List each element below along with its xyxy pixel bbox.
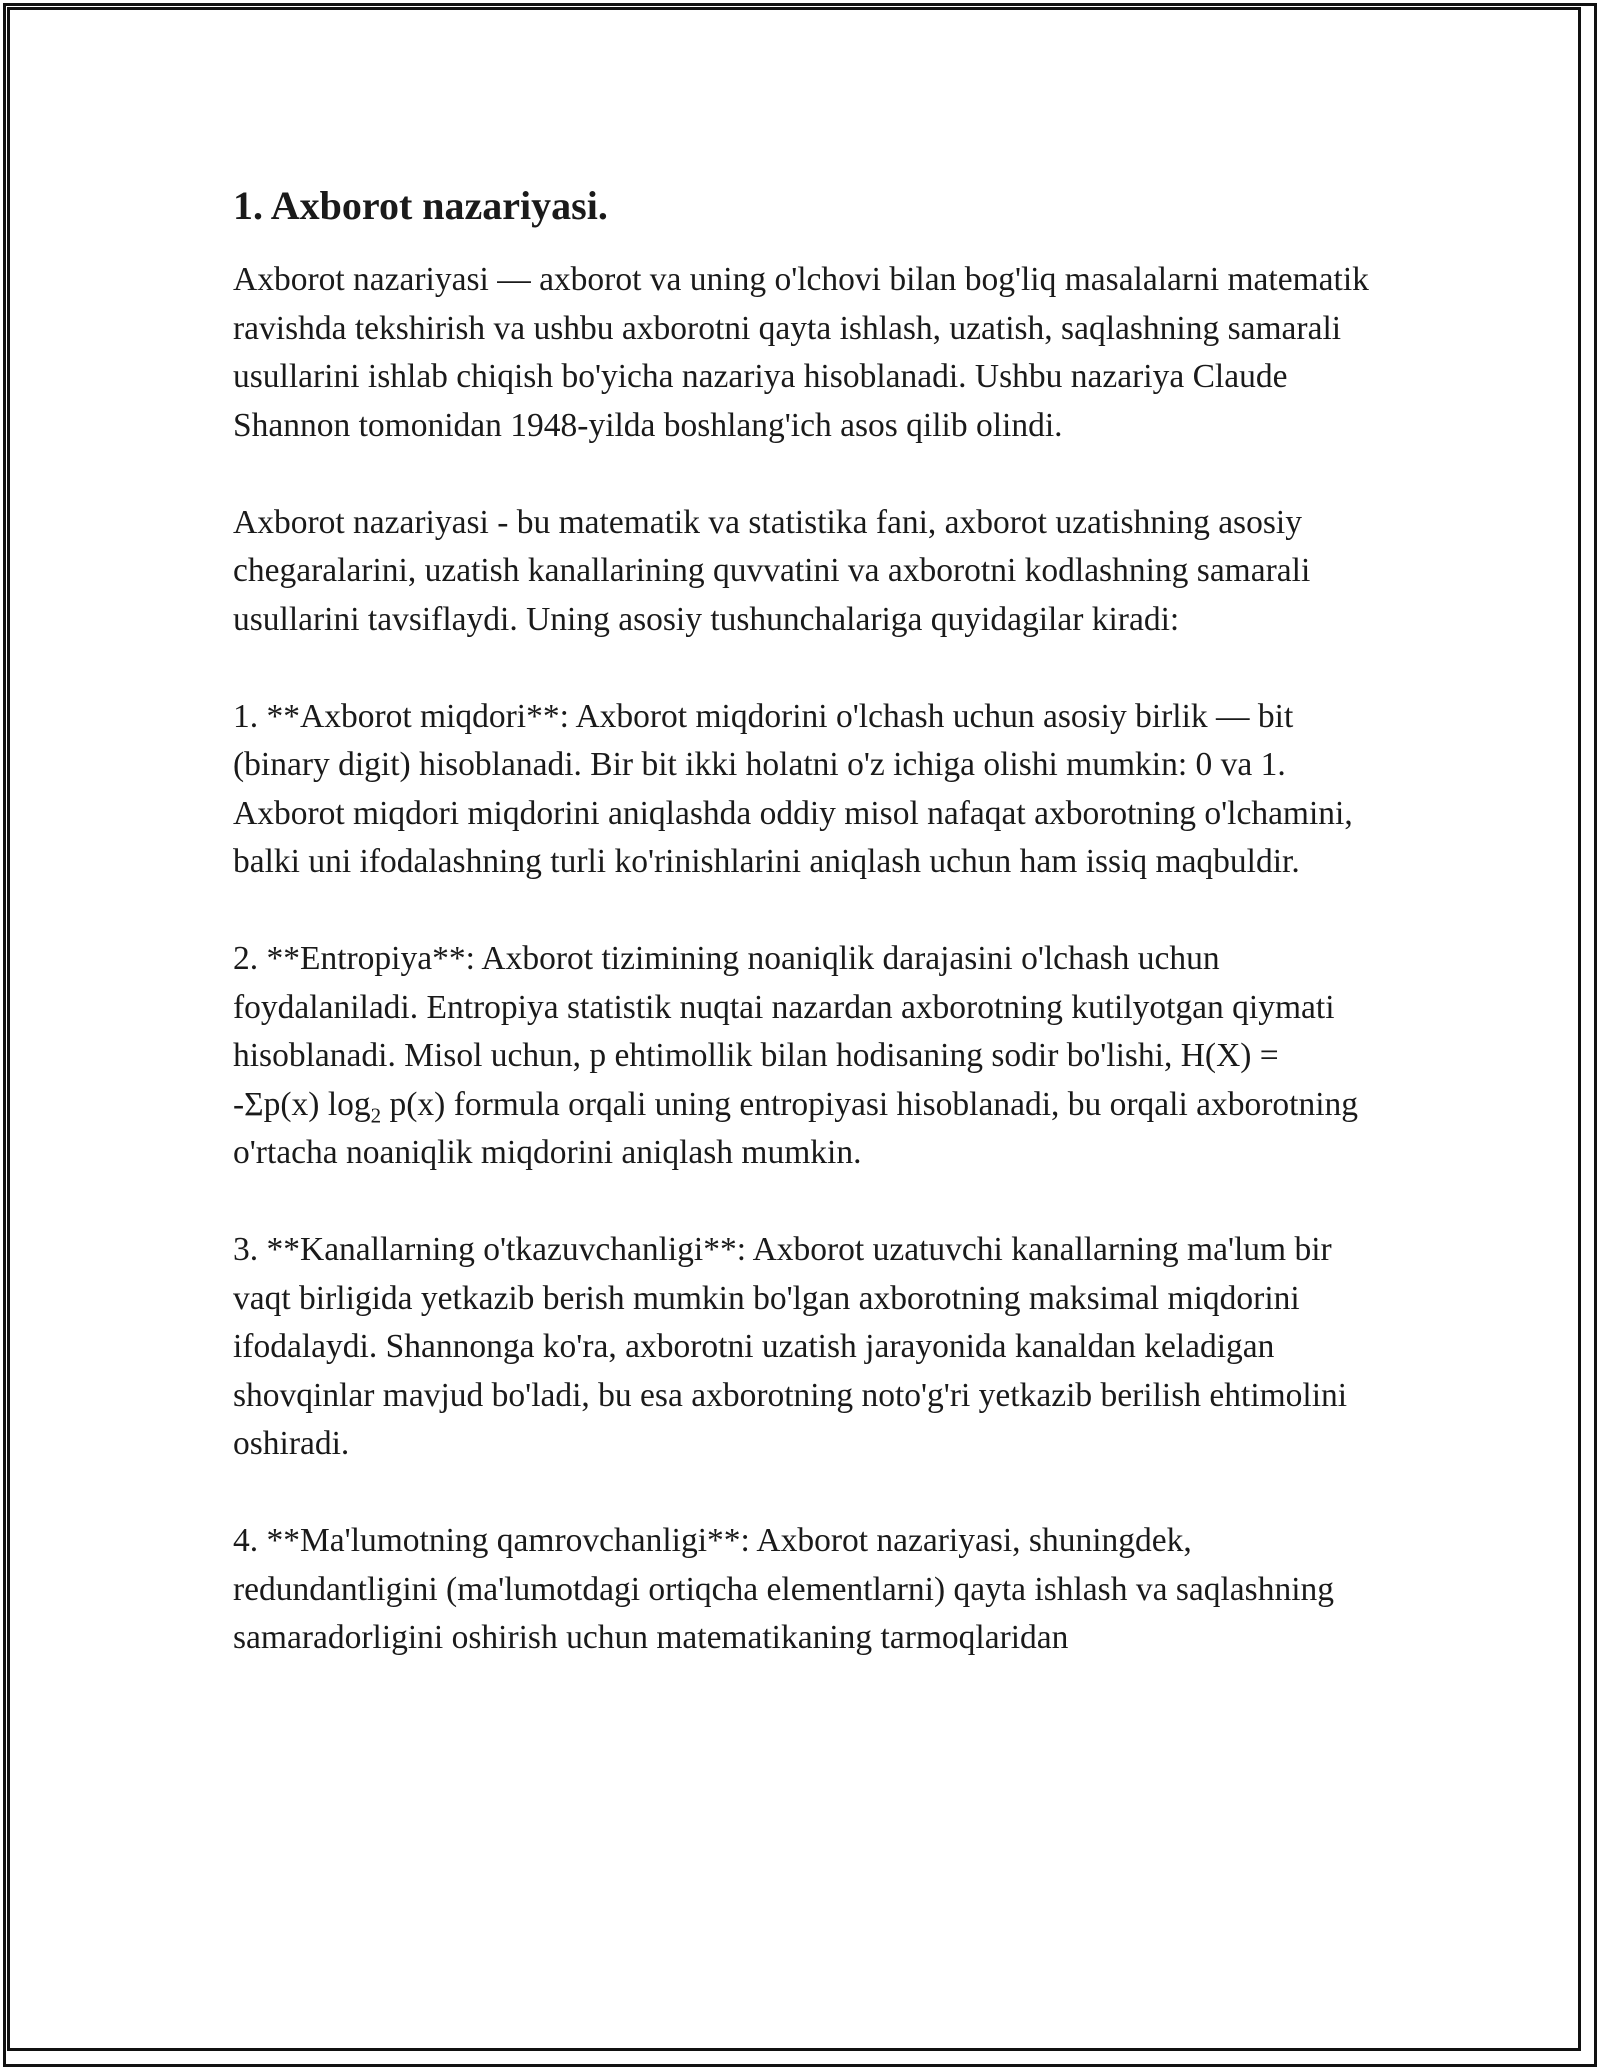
log-base-subscript: 2	[370, 1102, 382, 1127]
paragraph-channel-capacity: 3. **Kanallarning o'tkazuvchanligi**: Axborot uzatuvchi kanallarning ma'lum bir vaqt birligida yetkazib berish mumkin bo'lgan axborotning maksimal miqdorini ifodalaydi. Shannonga ko'ra, axborotni uzatish jarayonida kanaldan keladigan shovqinlar mavjud bo'ladi, bu esa axborotning noto'g'ri yetkazib berilish ehtimolini oshiradi.	[233, 1231, 1348, 1462]
paragraph-redundancy: 4. **Ma'lumotning qamrovchanligi**: Axborot nazariyasi, shuningdek, redundantligini (ma'lumotdagi ortiqcha elementlarni) qayta ishlash va saqlashning samaradorligini oshirish uchun matematikaning tarmoqlaridan	[233, 1522, 1335, 1656]
document-body	[233, 182, 1373, 1711]
paragraph-information-quantity: 1. **Axborot miqdori**: Axborot miqdorini o'lchash uchun asosiy birlik — bit (binary digit) hisoblanadi. Bir bit ikki holatni o'z ichiga olishi mumkin: 0 va 1. Axborot miqdori miqdorini aniqlashda oddiy misol nafaqat axborotning o'lchamini, balki uni ifodalashning turli ko'rinishlarini aniqlash uchun ham issiq maqbuldir.	[233, 697, 1353, 880]
document-title: 1. Axborot nazariyasi.	[233, 183, 608, 228]
paragraph-entropy	[233, 935, 1373, 1178]
paragraph-overview: Axborot nazariyasi - bu matematik va statistika fani, axborot uzatishning asosiy chegaralarini, uzatish kanallarining quvvatini va axborotni kodlashning samarali usullarini tavsiflaydi. Uning asosiy tushunchalariga quyidagilar kiradi:	[233, 503, 1311, 638]
entropy-text-end: p(x) formula orqali uning entropiyasi hisoblanadi, bu orqali axborotning o'rtacha noaniqlik miqdorini aniqlash mumkin.	[233, 1085, 1359, 1171]
paragraph-intro: Axborot nazariyasi — axborot va uning o'lchovi bilan bog'liq masalalarni matematik ravishda tekshirish va ushbu axborotni qayta ishlash, uzatish, saqlashning samarali usullarini ishlab chiqish bo'yicha nazariya hisoblanadi. Ushbu nazariya Claude Shannon tomonidan 1948-yilda boshlang'ich asos qilib olindi.	[233, 261, 1369, 444]
entropy-text-start: 2. **Entropiya**: Axborot tizimining noaniqlik darajasini o'lchash uchun foydalaniladi. Entropiya statistik nuqtai nazardan axborotning kutilyotgan qiymati hisoblanadi. Misol uchun, p ehtimollik bilan hodisaning sodir bo'lishi, H(X) = -Σp(x) log	[233, 940, 1335, 1123]
